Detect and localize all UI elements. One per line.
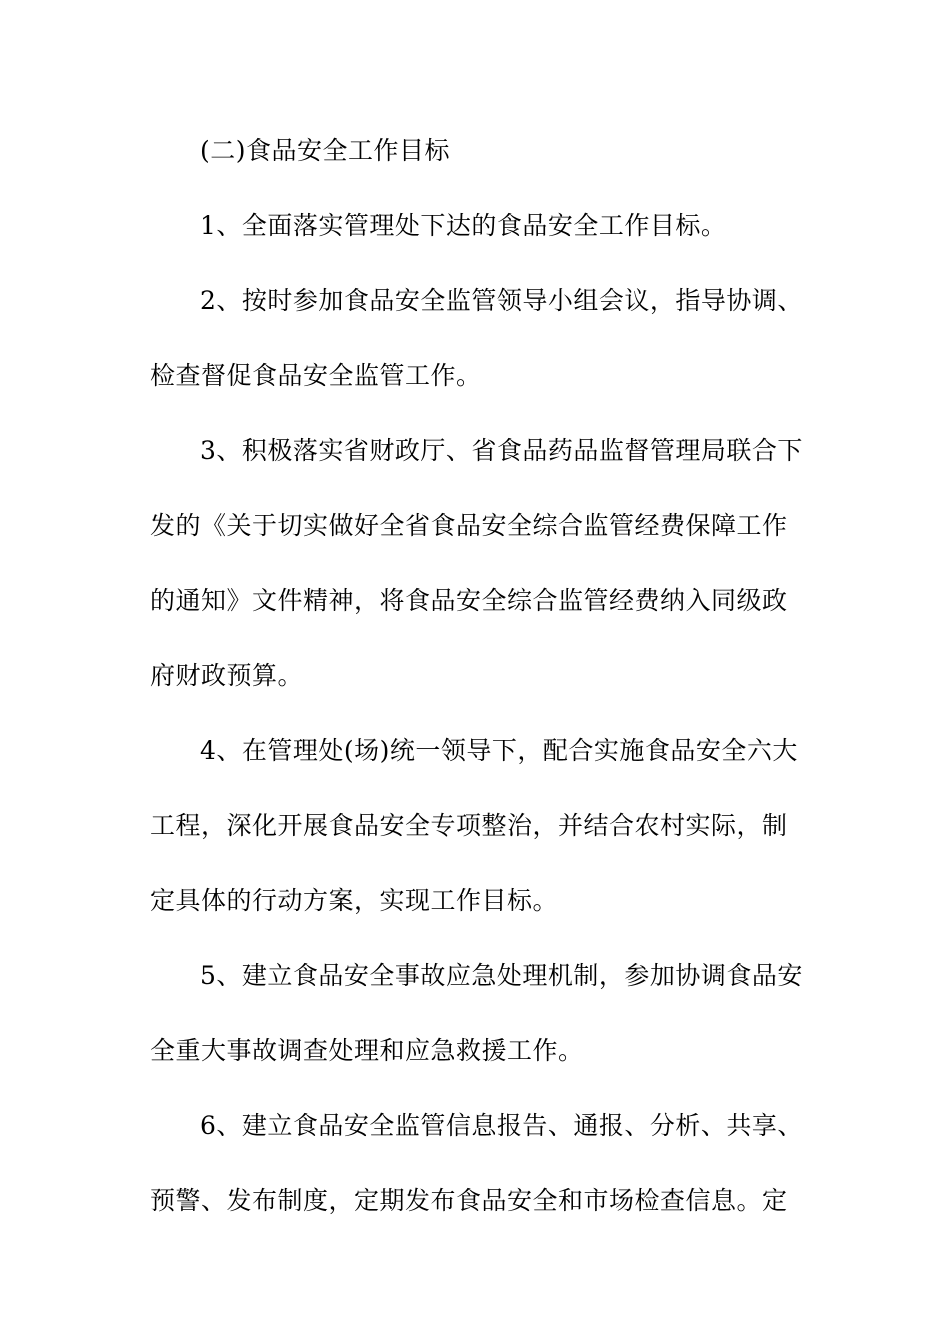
paragraph-6-line-2: 预警、发布制度，定期发布食品安全和市场检查信息。定 bbox=[150, 1186, 788, 1215]
paragraph-3-line-3: 的通知》文件精神，将食品安全综合监管经费纳入同级政 bbox=[150, 586, 788, 615]
paragraph-3-line-4: 府财政预算。 bbox=[150, 661, 304, 690]
paragraph-4-line-3: 定具体的行动方案，实现工作目标。 bbox=[150, 886, 559, 915]
paragraph-1-line-1: 1、全面落实管理处下达的食品安全工作目标。 bbox=[200, 211, 727, 240]
paragraph-4-line-1: 4、在管理处(场)统一领导下，配合实施食品安全六大 bbox=[200, 736, 798, 765]
paragraph-5-line-1: 5、建立食品安全事故应急处理机制，参加协调食品安 bbox=[200, 961, 803, 990]
section-heading: (二)食品安全工作目标 bbox=[200, 136, 451, 165]
paragraph-5-line-2: 全重大事故调查处理和应急救援工作。 bbox=[150, 1036, 584, 1065]
paragraph-2-line-2: 检查督促食品安全监管工作。 bbox=[150, 361, 482, 390]
paragraph-3-line-2: 发的《关于切实做好全省食品安全综合监管经费保障工作 bbox=[150, 511, 788, 540]
paragraph-6-line-1: 6、建立食品安全监管信息报告、通报、分析、共享、 bbox=[200, 1111, 803, 1140]
paragraph-3-line-1: 3、积极落实省财政厅、省食品药品监督管理局联合下 bbox=[200, 436, 803, 465]
paragraph-4-line-2: 工程，深化开展食品安全专项整治，并结合农村实际，制 bbox=[150, 811, 788, 840]
paragraph-2-line-1: 2、按时参加食品安全监管领导小组会议，指导协调、 bbox=[200, 286, 803, 315]
